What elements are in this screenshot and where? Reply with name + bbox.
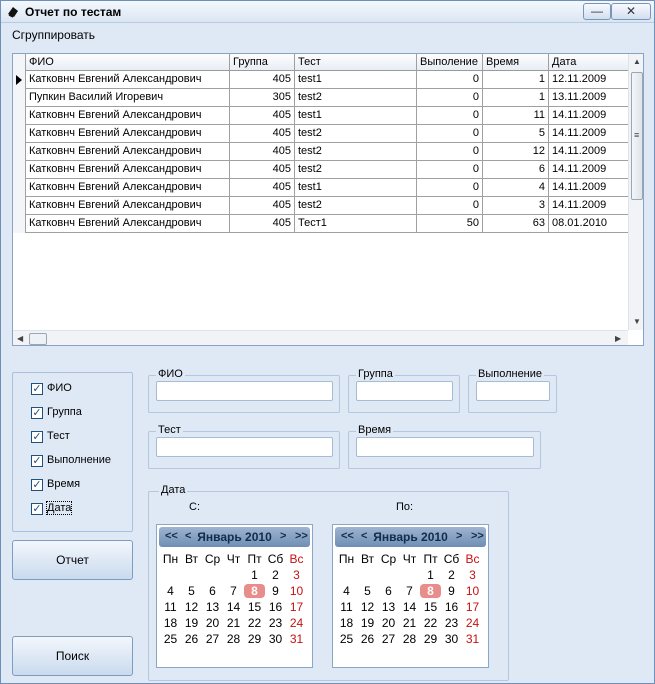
- table-row[interactable]: [13, 71, 628, 89]
- weekday-label: Вс: [289, 552, 304, 566]
- prev-month-icon[interactable]: <: [361, 530, 368, 542]
- group-input[interactable]: [356, 381, 453, 401]
- row-indicator[interactable]: [13, 89, 26, 107]
- cell-time[interactable]: 63: [483, 215, 549, 233]
- calendar-day[interactable]: 27: [205, 632, 220, 646]
- grid-header: [13, 54, 628, 71]
- cell-completion[interactable]: 0: [417, 143, 483, 161]
- horizontal-scrollbar[interactable]: [13, 330, 628, 346]
- column-header-date[interactable]: Дата: [552, 56, 577, 68]
- calendar-day[interactable]: 24: [465, 616, 480, 630]
- cell-fio[interactable]: Катковнч Евгений Александрович: [26, 161, 230, 179]
- calendar-day[interactable]: 31: [289, 632, 304, 646]
- close-icon: ✕: [625, 4, 637, 18]
- calendar-day[interactable]: 7: [406, 584, 413, 598]
- cell-fio[interactable]: Катковнч Евгений Александрович: [26, 71, 230, 89]
- cell-fio[interactable]: Катковнч Евгений Александрович: [26, 179, 230, 197]
- cell-time[interactable]: 5: [483, 125, 549, 143]
- weekday-label: Вт: [360, 552, 375, 566]
- weekday-label: Вт: [184, 552, 199, 566]
- cell-test[interactable]: test2: [295, 161, 417, 179]
- calendar-day[interactable]: 7: [230, 584, 237, 598]
- cell-test[interactable]: test1: [295, 71, 417, 89]
- weekday-label: Сб: [443, 552, 460, 566]
- fio-filter-label: ФИО: [158, 368, 183, 380]
- cell-date[interactable]: 14.11.2009: [552, 181, 607, 193]
- calendar-day[interactable]: 1: [251, 568, 258, 582]
- fio-input[interactable]: [156, 381, 333, 401]
- table-row[interactable]: [13, 161, 628, 179]
- group-menu-item[interactable]: Сгруппировать: [12, 28, 96, 42]
- calendar-day[interactable]: 5: [364, 584, 371, 598]
- cell-time[interactable]: 4: [483, 179, 549, 197]
- weekday-label: Пн: [338, 552, 355, 566]
- checkmark-icon[interactable]: ✓: [32, 455, 42, 467]
- horizontal-scroll-thumb[interactable]: [29, 333, 47, 345]
- calendar-month-label[interactable]: Январь 2010: [197, 530, 272, 544]
- cell-test[interactable]: test2: [295, 125, 417, 143]
- calendar-day[interactable]: 2: [448, 568, 455, 582]
- table-row[interactable]: [13, 89, 628, 107]
- calendar-day[interactable]: 28: [226, 632, 241, 646]
- minimize-icon: —: [591, 4, 603, 18]
- weekday-label: Вс: [465, 552, 480, 566]
- cell-fio[interactable]: Катковнч Евгений Александрович: [26, 107, 230, 125]
- cell-group[interactable]: 405: [230, 197, 295, 215]
- completion-filter-label: Выполнение: [478, 368, 543, 380]
- group-filter-group: [348, 368, 460, 413]
- cell-group[interactable]: 405: [230, 71, 295, 89]
- test-input[interactable]: [156, 437, 333, 457]
- checkbox-label: ФИО: [47, 382, 72, 394]
- calendar-day[interactable]: 25: [339, 632, 354, 646]
- calendar-day[interactable]: 15: [423, 600, 438, 614]
- calendar-day[interactable]: 4: [343, 584, 350, 598]
- weekday-label: Пт: [423, 552, 438, 566]
- cell-date[interactable]: 14.11.2009: [552, 163, 607, 175]
- calendar-day[interactable]: 16: [268, 600, 283, 614]
- fio-filter-group: [148, 368, 340, 413]
- checkmark-icon[interactable]: ✓: [32, 503, 42, 515]
- completion-filter-group: [468, 368, 557, 413]
- cell-completion[interactable]: 0: [417, 89, 483, 107]
- calendar-day[interactable]: 12: [360, 600, 375, 614]
- cell-date[interactable]: 14.11.2009: [552, 199, 607, 211]
- calendar-day[interactable]: 25: [163, 632, 178, 646]
- column-header-fio[interactable]: ФИО: [26, 54, 230, 71]
- calendar-day[interactable]: 26: [360, 632, 375, 646]
- report-button[interactable]: Отчет: [12, 540, 133, 580]
- cell-group[interactable]: 405: [230, 215, 295, 233]
- title-bar[interactable]: [1, 1, 654, 23]
- cell-time[interactable]: 1: [483, 71, 549, 89]
- close-button[interactable]: [611, 3, 651, 20]
- cell-test[interactable]: Тест1: [295, 215, 417, 233]
- checkbox-label: Группа: [47, 406, 82, 418]
- date-to-label: По:: [396, 501, 414, 513]
- cell-test[interactable]: test2: [295, 89, 417, 107]
- vertical-scrollbar[interactable]: [628, 54, 644, 330]
- current-row-arrow-icon: [16, 75, 22, 85]
- results-grid[interactable]: [12, 53, 644, 346]
- calendar-day[interactable]: 24: [289, 616, 304, 630]
- calendar-day[interactable]: 18: [163, 616, 178, 630]
- scroll-down-icon[interactable]: ▼: [633, 317, 641, 326]
- column-header-group[interactable]: Группа: [230, 54, 295, 71]
- row-indicator[interactable]: [13, 125, 26, 143]
- window-title: Отчет по тестам: [25, 5, 122, 19]
- cell-fio[interactable]: Катковнч Евгений Александрович: [26, 143, 230, 161]
- next-year-icon[interactable]: >>: [471, 530, 484, 542]
- cell-test[interactable]: test1: [295, 179, 417, 197]
- calendar-day[interactable]: 26: [184, 632, 199, 646]
- weekday-label: Сб: [267, 552, 284, 566]
- calendar-day[interactable]: 11: [340, 600, 353, 614]
- row-indicator[interactable]: [13, 161, 26, 179]
- group-filter-label: Группа: [358, 368, 393, 380]
- cell-fio[interactable]: Катковнч Евгений Александрович: [26, 125, 230, 143]
- cell-date[interactable]: 14.11.2009: [552, 127, 607, 139]
- calendar-day[interactable]: 1: [427, 568, 434, 582]
- date-filter-label: Дата: [161, 484, 186, 496]
- calendar-day[interactable]: 29: [247, 632, 262, 646]
- time-filter-group: [348, 424, 541, 469]
- time-filter-label: Время: [358, 424, 392, 436]
- calendar-day[interactable]: 8: [420, 584, 441, 598]
- cell-fio[interactable]: Катковнч Евгений Александрович: [26, 197, 230, 215]
- weekday-label: Чт: [402, 552, 417, 566]
- calendar-day[interactable]: 2: [272, 568, 279, 582]
- cell-date[interactable]: 08.01.2010: [552, 217, 608, 229]
- date-from-label: С:: [189, 501, 200, 513]
- row-indicator[interactable]: [13, 197, 26, 215]
- calendar-day[interactable]: 30: [444, 632, 459, 646]
- scroll-right-icon[interactable]: ▶: [615, 334, 622, 343]
- checkbox-label: Дата: [47, 502, 72, 514]
- calendar-day[interactable]: 15: [247, 600, 262, 614]
- next-month-icon[interactable]: >: [280, 530, 287, 542]
- cell-group[interactable]: 405: [230, 107, 295, 125]
- calendar-day[interactable]: 16: [444, 600, 459, 614]
- calendar-header: [159, 527, 310, 547]
- calendar-day[interactable]: 18: [339, 616, 354, 630]
- cell-time[interactable]: 1: [483, 89, 549, 107]
- prev-month-icon[interactable]: <: [185, 530, 192, 542]
- calendar-day[interactable]: 19: [360, 616, 375, 630]
- column-header-completion[interactable]: Выполение: [417, 54, 483, 71]
- table-row[interactable]: [13, 215, 628, 233]
- completion-input[interactable]: [476, 381, 550, 401]
- calendar-day[interactable]: 6: [385, 584, 392, 598]
- table-row[interactable]: [13, 143, 628, 161]
- calendar-day[interactable]: 23: [268, 616, 283, 630]
- calendar-day[interactable]: 13: [205, 600, 220, 614]
- calendar-day[interactable]: 11: [164, 600, 177, 614]
- checkmark-icon[interactable]: ✓: [32, 383, 42, 395]
- search-button[interactable]: Поиск: [12, 636, 133, 676]
- to-calendar[interactable]: [332, 524, 489, 668]
- cell-group[interactable]: 405: [230, 161, 295, 179]
- cell-fio[interactable]: Пупкин Василий Игоревич: [26, 89, 230, 107]
- column-header-time[interactable]: Время: [483, 54, 549, 71]
- cell-date[interactable]: 14.11.2009: [552, 145, 607, 157]
- calendar-day[interactable]: 17: [289, 600, 304, 614]
- calendar-day[interactable]: 5: [188, 584, 195, 598]
- cell-test[interactable]: test1: [295, 107, 417, 125]
- checkbox-label: Выполнение: [47, 454, 112, 466]
- calendar-day[interactable]: 8: [244, 584, 265, 598]
- column-header-test[interactable]: Тест: [295, 54, 417, 71]
- calendar-day[interactable]: 21: [226, 616, 241, 630]
- calendar-day[interactable]: 22: [423, 616, 438, 630]
- calendar-day[interactable]: 14: [402, 600, 417, 614]
- calendar-day[interactable]: 6: [209, 584, 216, 598]
- calendar-day[interactable]: 20: [205, 616, 220, 630]
- cell-group[interactable]: 405: [230, 143, 295, 161]
- checkmark-icon[interactable]: ✓: [32, 431, 42, 443]
- cell-completion[interactable]: 0: [417, 125, 483, 143]
- weekday-label: Ср: [204, 552, 221, 566]
- row-indicator[interactable]: [13, 179, 26, 197]
- cell-time[interactable]: 11: [483, 107, 549, 125]
- cell-test[interactable]: test2: [295, 143, 417, 161]
- cell-time[interactable]: 12: [483, 143, 549, 161]
- app-icon: [6, 5, 20, 19]
- cell-group[interactable]: 405: [230, 125, 295, 143]
- columns-checkbox-panel: [12, 372, 133, 532]
- weekday-label: Пт: [247, 552, 262, 566]
- prev-year-icon[interactable]: <<: [341, 530, 354, 542]
- calendar-day[interactable]: 3: [469, 568, 476, 582]
- weekday-label: Чт: [226, 552, 241, 566]
- calendar-day[interactable]: 29: [423, 632, 438, 646]
- checkmark-icon[interactable]: ✓: [32, 407, 42, 419]
- cell-group[interactable]: 405: [230, 179, 295, 197]
- cell-date[interactable]: 14.11.2009: [552, 109, 607, 121]
- weekday-label: Ср: [380, 552, 397, 566]
- calendar-month-label[interactable]: Январь 2010: [373, 530, 448, 544]
- cell-completion[interactable]: 0: [417, 107, 483, 125]
- time-input[interactable]: [356, 437, 534, 457]
- calendar-day[interactable]: 4: [167, 584, 174, 598]
- cell-completion[interactable]: 0: [417, 197, 483, 215]
- cell-completion[interactable]: 0: [417, 71, 483, 89]
- next-month-icon[interactable]: >: [456, 530, 463, 542]
- row-indicator[interactable]: [13, 143, 26, 161]
- calendar-day[interactable]: 20: [381, 616, 396, 630]
- calendar-day[interactable]: 19: [184, 616, 199, 630]
- grip-icon: ≡: [634, 130, 640, 140]
- table-row[interactable]: [13, 197, 628, 215]
- cell-date[interactable]: 12.11.2009: [552, 73, 607, 85]
- table-row[interactable]: [13, 179, 628, 197]
- calendar-day[interactable]: 14: [226, 600, 241, 614]
- calendar-day[interactable]: 3: [293, 568, 300, 582]
- test-filter-group: [148, 424, 340, 469]
- cell-completion[interactable]: 0: [417, 179, 483, 197]
- calendar-day[interactable]: 10: [289, 584, 304, 598]
- calendar-day[interactable]: 9: [448, 584, 455, 598]
- cell-completion[interactable]: 0: [417, 161, 483, 179]
- calendar-day[interactable]: 13: [381, 600, 396, 614]
- calendar-day[interactable]: 23: [444, 616, 459, 630]
- calendar-day[interactable]: 12: [184, 600, 199, 614]
- cell-group[interactable]: 305: [230, 89, 295, 107]
- weekday-label: Пн: [162, 552, 179, 566]
- scroll-up-icon[interactable]: ▲: [633, 57, 641, 66]
- cell-test[interactable]: test2: [295, 197, 417, 215]
- row-indicator[interactable]: [13, 71, 26, 89]
- prev-year-icon[interactable]: <<: [165, 530, 178, 542]
- minimize-button[interactable]: [583, 3, 611, 20]
- table-row[interactable]: [13, 107, 628, 125]
- row-indicator[interactable]: [13, 107, 26, 125]
- next-year-icon[interactable]: >>: [295, 530, 308, 542]
- from-calendar[interactable]: [156, 524, 313, 668]
- table-row[interactable]: [13, 125, 628, 143]
- calendar-day[interactable]: 30: [268, 632, 283, 646]
- calendar-header: [335, 527, 486, 547]
- calendar-day[interactable]: 31: [465, 632, 480, 646]
- cell-time[interactable]: 3: [483, 197, 549, 215]
- cell-time[interactable]: 6: [483, 161, 549, 179]
- test-filter-label: Тест: [158, 424, 181, 436]
- calendar-day[interactable]: 27: [381, 632, 396, 646]
- calendar-day[interactable]: 28: [402, 632, 417, 646]
- calendar-day[interactable]: 9: [272, 584, 279, 598]
- calendar-day[interactable]: 10: [465, 584, 480, 598]
- cell-completion[interactable]: 50: [417, 215, 483, 233]
- cell-fio[interactable]: Катковнч Евгений Александрович: [26, 215, 230, 233]
- calendar-day[interactable]: 21: [402, 616, 417, 630]
- scroll-left-icon[interactable]: ◀: [17, 334, 24, 343]
- row-indicator[interactable]: [13, 215, 26, 233]
- cell-date[interactable]: 13.11.2009: [552, 91, 607, 103]
- checkbox-label: Тест: [47, 430, 70, 442]
- calendar-day[interactable]: 22: [247, 616, 262, 630]
- checkbox-label: Время: [47, 478, 81, 490]
- checkmark-icon[interactable]: ✓: [32, 479, 42, 491]
- calendar-day[interactable]: 17: [465, 600, 480, 614]
- row-indicator-header: [13, 54, 26, 71]
